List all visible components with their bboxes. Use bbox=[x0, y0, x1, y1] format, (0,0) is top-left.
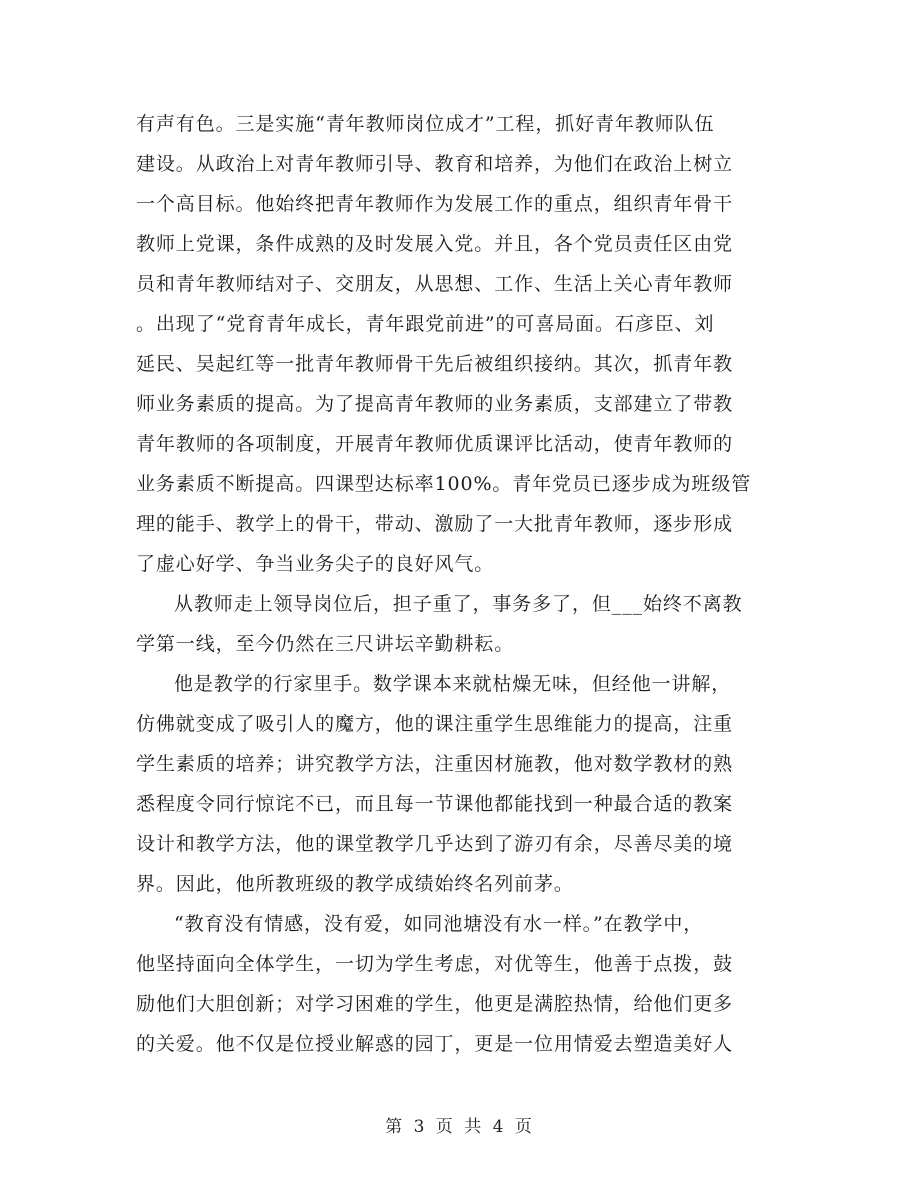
text-line: 学第一线，至今仍然在三尺讲坛辛勤耕耘。 bbox=[136, 633, 515, 655]
page-number-footer: 第 3 页 共 4 页 bbox=[385, 1117, 535, 1137]
body-text bbox=[136, 104, 776, 1064]
text-line: 青年教师的各项制度，开展青年教师优质课评比活动，使青年教师的 bbox=[136, 433, 734, 455]
text-line: 的关爱。他不仅是位授业解惑的园丁，更是一位用情爱去塑造美好人 bbox=[136, 1033, 734, 1055]
text-line: 界。因此，他所教班级的教学成绩始终名列前茅。 bbox=[136, 873, 574, 895]
text-line: 设计和教学方法，他的课堂教学几乎达到了游刃有余，尽善尽美的境 bbox=[136, 833, 734, 855]
text-line: 建设。从政治上对青年教师引导、教育和培养，为他们在政治上树立 bbox=[136, 153, 734, 175]
paragraph-4 bbox=[136, 904, 776, 1064]
text-line: 师业务素质的提高。为了提高青年教师的业务素质，支部建立了带教 bbox=[136, 393, 734, 415]
text-line: 他是教学的行家里手。数学课本来就枯燥无味，但经他一讲解， bbox=[174, 673, 732, 695]
text-line: 仿佛就变成了吸引人的魔方，他的课注重学生思维能力的提高，注重 bbox=[136, 713, 734, 735]
text-line: 了虚心好学、争当业务尖子的良好风气。 bbox=[136, 553, 495, 575]
text-line: 他坚持面向全体学生，一切为学生考虑，对优等生，他善于点拨，鼓 bbox=[136, 953, 734, 975]
text-line: 理的能手、教学上的骨干，带动、激励了一大批青年教师，逐步形成 bbox=[136, 513, 734, 535]
text-line: 励他们大胆创新；对学习困难的学生，他更是满腔热情，给他们更多 bbox=[136, 993, 734, 1015]
text-line: 学生素质的培养；讲究教学方法，注重因材施教，他对数学教材的熟 bbox=[136, 753, 734, 775]
paragraph-2 bbox=[136, 584, 776, 664]
paragraph-3 bbox=[136, 664, 776, 904]
paragraph-1 bbox=[136, 104, 776, 584]
text-line: 员和青年教师结对子、交朋友，从思想、工作、生活上关心青年教师 bbox=[136, 273, 734, 295]
text-line: 有声有色。三是实施“青年教师岗位成才”工程，抓好青年教师队伍 bbox=[136, 113, 715, 135]
text-line: 悉程度令同行惊诧不已，而且每一节课他都能找到一种最合适的教案 bbox=[136, 793, 734, 815]
text-line: “教育没有情感，没有爱，如同池塘没有水一样。”在教学中， bbox=[174, 913, 704, 935]
text-line: 业务素质不断提高。四课型达标率100%。青年党员已逐步成为班级管 bbox=[136, 473, 752, 495]
text-line: 从教师走上领导岗位后，担子重了，事务多了，但___始终不离教 bbox=[174, 593, 743, 615]
text-line: 延民、吴起红等一批青年教师骨干先后被组织接纳。其次，抓青年教 bbox=[136, 353, 734, 375]
text-line: 一个高目标。他始终把青年教师作为发展工作的重点，组织青年骨干 bbox=[136, 193, 734, 215]
text-line: 教师上党课，条件成熟的及时发展入党。并且，各个党员责任区由党 bbox=[136, 233, 734, 255]
text-line: 。出现了“党育青年成长，青年跟党前进”的可喜局面。石彦臣、刘 bbox=[136, 313, 715, 335]
